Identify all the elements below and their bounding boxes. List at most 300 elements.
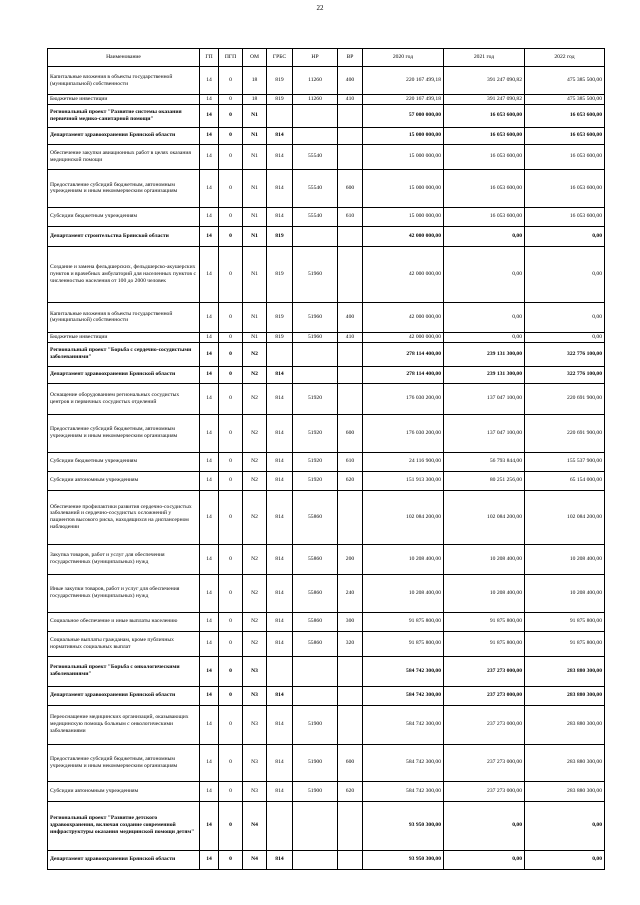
grbs-cell: 814: [267, 850, 293, 869]
amount-2020-cell: 15 000 000,00: [363, 127, 444, 144]
amount-2021-cell: 0,00: [444, 801, 525, 850]
vr-cell: 410: [338, 332, 363, 342]
amount-2020-cell: 278 114 400,00: [363, 366, 444, 383]
amount-2022-cell: 475 385 500,00: [525, 95, 605, 105]
om-cell: N2: [243, 383, 267, 414]
grbs-cell: 814: [267, 471, 293, 490]
amount-2021-cell: 237 273 000,00: [444, 686, 525, 705]
grbs-cell: 814: [267, 490, 293, 544]
nr-cell: [293, 656, 338, 686]
amount-2021-cell: 0,00: [444, 246, 525, 302]
gp-cell: 14: [200, 144, 219, 169]
nr-cell: [293, 850, 338, 869]
om-cell: N2: [243, 471, 267, 490]
name-cell: Капитальные вложения в объекты государственной (муниципальной) собственности: [48, 67, 200, 95]
table-row: [48, 332, 605, 342]
table-row: [48, 631, 605, 656]
amount-2022-cell: 155 537 900,00: [525, 452, 605, 471]
nr-cell: 55540: [293, 169, 338, 207]
vr-cell: [338, 801, 363, 850]
pgp-cell: 0: [219, 656, 243, 686]
table-row: [48, 342, 605, 366]
amount-2022-cell: 16 053 600,00: [525, 144, 605, 169]
nr-cell: 55860: [293, 612, 338, 631]
grbs-cell: 814: [267, 631, 293, 656]
amount-2020-cell: 91 875 800,00: [363, 612, 444, 631]
om-cell: N4: [243, 850, 267, 869]
pgp-cell: 0: [219, 631, 243, 656]
name-cell: Департамент здравоохранения Брянской области: [48, 686, 200, 705]
header-year-2021: 2021 год: [444, 49, 525, 67]
om-cell: N1: [243, 246, 267, 302]
nr-cell: 51900: [293, 744, 338, 781]
amount-2021-cell: 91 875 800,00: [444, 631, 525, 656]
amount-2020-cell: 151 913 300,00: [363, 471, 444, 490]
pgp-cell: 0: [219, 246, 243, 302]
amount-2021-cell: 391 247 090,82: [444, 67, 525, 95]
table-row: [48, 574, 605, 612]
name-cell: Социальные выплаты гражданам, кроме публичных нормативных социальных выплат: [48, 631, 200, 656]
header-year-2022: 2022 год: [525, 49, 605, 67]
om-cell: N1: [243, 207, 267, 226]
amount-2022-cell: 91 875 800,00: [525, 631, 605, 656]
grbs-cell: 814: [267, 744, 293, 781]
table-row: [48, 366, 605, 383]
vr-cell: [338, 342, 363, 366]
amount-2021-cell: 91 875 800,00: [444, 612, 525, 631]
table-row: [48, 781, 605, 801]
amount-2022-cell: 91 875 800,00: [525, 612, 605, 631]
amount-2022-cell: 283 880 300,00: [525, 781, 605, 801]
name-cell: Переоснащение медицинских организаций, оказывающих медицинскую помощь больным с онкологическими заболеваниями: [48, 705, 200, 744]
name-cell: Бюджетные инвестиции: [48, 95, 200, 105]
pgp-cell: 0: [219, 342, 243, 366]
gp-cell: 14: [200, 490, 219, 544]
om-cell: N2: [243, 452, 267, 471]
amount-2022-cell: 0,00: [525, 850, 605, 869]
amount-2022-cell: 322 776 100,00: [525, 342, 605, 366]
amount-2020-cell: 102 084 200,00: [363, 490, 444, 544]
amount-2022-cell: 283 880 300,00: [525, 705, 605, 744]
table-row: [48, 95, 605, 105]
gp-cell: 14: [200, 207, 219, 226]
pgp-cell: 0: [219, 544, 243, 574]
pgp-cell: 0: [219, 781, 243, 801]
gp-cell: 14: [200, 574, 219, 612]
nr-cell: 51900: [293, 705, 338, 744]
header-pgp: ПГП: [219, 49, 243, 67]
grbs-cell: 814: [267, 574, 293, 612]
name-cell: Предоставление субсидий бюджетным, автономным учреждениям и иным некоммерческим организациям: [48, 744, 200, 781]
pgp-cell: 0: [219, 207, 243, 226]
amount-2022-cell: 283 880 300,00: [525, 744, 605, 781]
vr-cell: 620: [338, 781, 363, 801]
amount-2021-cell: 16 053 600,00: [444, 169, 525, 207]
pgp-cell: 0: [219, 127, 243, 144]
amount-2021-cell: 0,00: [444, 332, 525, 342]
table-row: [48, 207, 605, 226]
amount-2020-cell: 91 875 800,00: [363, 631, 444, 656]
amount-2020-cell: 15 000 000,00: [363, 144, 444, 169]
name-cell: Региональный проект "Борьба с онкологическими заболеваниями": [48, 656, 200, 686]
grbs-cell: 819: [267, 226, 293, 246]
pgp-cell: 0: [219, 302, 243, 332]
amount-2020-cell: 176 030 200,00: [363, 414, 444, 452]
amount-2021-cell: 239 131 300,00: [444, 366, 525, 383]
grbs-cell: 819: [267, 332, 293, 342]
amount-2021-cell: 80 251 256,00: [444, 471, 525, 490]
om-cell: N1: [243, 169, 267, 207]
pgp-cell: 0: [219, 366, 243, 383]
amount-2020-cell: 278 114 400,00: [363, 342, 444, 366]
om-cell: N3: [243, 705, 267, 744]
gp-cell: 14: [200, 342, 219, 366]
vr-cell: 400: [338, 67, 363, 95]
name-cell: Департамент строительства Брянской области: [48, 226, 200, 246]
amount-2020-cell: 10 208 400,00: [363, 544, 444, 574]
vr-cell: 620: [338, 471, 363, 490]
nr-cell: 51900: [293, 781, 338, 801]
pgp-cell: 0: [219, 850, 243, 869]
om-cell: N2: [243, 414, 267, 452]
vr-cell: 300: [338, 612, 363, 631]
table-body: [48, 67, 605, 870]
vr-cell: [338, 246, 363, 302]
nr-cell: 55540: [293, 207, 338, 226]
nr-cell: [293, 342, 338, 366]
om-cell: N2: [243, 631, 267, 656]
gp-cell: 14: [200, 612, 219, 631]
vr-cell: 200: [338, 544, 363, 574]
amount-2020-cell: 584 742 300,00: [363, 705, 444, 744]
grbs-cell: 814: [267, 383, 293, 414]
name-cell: Предоставление субсидий бюджетным, автономным учреждениям и иным некоммерческим организациям: [48, 414, 200, 452]
om-cell: N3: [243, 744, 267, 781]
name-cell: Оснащение оборудованием региональных сосудистых центров и первичных сосудистых отделений: [48, 383, 200, 414]
amount-2021-cell: 239 131 300,00: [444, 342, 525, 366]
vr-cell: [338, 686, 363, 705]
amount-2021-cell: 0,00: [444, 302, 525, 332]
amount-2022-cell: 16 053 600,00: [525, 207, 605, 226]
vr-cell: [338, 226, 363, 246]
grbs-cell: 814: [267, 207, 293, 226]
nr-cell: 55860: [293, 631, 338, 656]
amount-2020-cell: 220 167 499,18: [363, 67, 444, 95]
pgp-cell: 0: [219, 744, 243, 781]
nr-cell: 55860: [293, 544, 338, 574]
om-cell: 18: [243, 67, 267, 95]
gp-cell: 14: [200, 414, 219, 452]
nr-cell: 51920: [293, 414, 338, 452]
table-row: [48, 656, 605, 686]
gp-cell: 14: [200, 631, 219, 656]
name-cell: Капитальные вложения в объекты государственной (муниципальной) собственности: [48, 302, 200, 332]
grbs-cell: 819: [267, 246, 293, 302]
grbs-cell: 814: [267, 366, 293, 383]
om-cell: N2: [243, 342, 267, 366]
vr-cell: [338, 705, 363, 744]
name-cell: Создание и замена фельдшерских, фельдшерско-акушерских пунктов и врачебных амбулаторий для населенных пунктов с численностью населения от 100 до 2000 человек: [48, 246, 200, 302]
om-cell: N1: [243, 302, 267, 332]
nr-cell: 51960: [293, 302, 338, 332]
amount-2021-cell: 0,00: [444, 850, 525, 869]
vr-cell: [338, 850, 363, 869]
header-vr: ВР: [338, 49, 363, 67]
table-row: [48, 801, 605, 850]
amount-2021-cell: 16 053 600,00: [444, 104, 525, 127]
grbs-cell: 814: [267, 705, 293, 744]
amount-2020-cell: 584 742 300,00: [363, 656, 444, 686]
om-cell: N2: [243, 612, 267, 631]
grbs-cell: [267, 342, 293, 366]
amount-2021-cell: 16 053 600,00: [444, 207, 525, 226]
vr-cell: [338, 366, 363, 383]
header-name: Наименование: [48, 49, 200, 67]
pgp-cell: 0: [219, 144, 243, 169]
pgp-cell: 0: [219, 705, 243, 744]
gp-cell: 14: [200, 850, 219, 869]
amount-2022-cell: 16 053 600,00: [525, 169, 605, 207]
grbs-cell: 814: [267, 686, 293, 705]
grbs-cell: 814: [267, 452, 293, 471]
gp-cell: 14: [200, 705, 219, 744]
om-cell: N1: [243, 127, 267, 144]
amount-2022-cell: 475 385 500,00: [525, 67, 605, 95]
name-cell: Иные закупки товаров, работ и услуг для обеспечения государственных (муниципальных) нужд: [48, 574, 200, 612]
amount-2020-cell: 57 000 000,00: [363, 104, 444, 127]
vr-cell: 240: [338, 574, 363, 612]
vr-cell: 410: [338, 95, 363, 105]
table-row: [48, 302, 605, 332]
om-cell: N2: [243, 490, 267, 544]
table-row: [48, 414, 605, 452]
table-row: [48, 67, 605, 95]
amount-2020-cell: 93 950 300,00: [363, 850, 444, 869]
table-row: [48, 744, 605, 781]
table-row: [48, 544, 605, 574]
amount-2020-cell: 93 950 300,00: [363, 801, 444, 850]
table-row: [48, 452, 605, 471]
vr-cell: [338, 383, 363, 414]
om-cell: N1: [243, 104, 267, 127]
amount-2020-cell: 584 742 300,00: [363, 744, 444, 781]
amount-2021-cell: 237 273 000,00: [444, 744, 525, 781]
om-cell: N4: [243, 801, 267, 850]
amount-2022-cell: 220 691 900,00: [525, 383, 605, 414]
table-row: [48, 705, 605, 744]
pgp-cell: 0: [219, 104, 243, 127]
nr-cell: [293, 127, 338, 144]
pgp-cell: 0: [219, 414, 243, 452]
gp-cell: 14: [200, 169, 219, 207]
vr-cell: 400: [338, 302, 363, 332]
name-cell: Обеспечение профилактики развития сердечно-сосудистых заболеваний и сердечно-сосудистых осложнений у пациентов высокого риска, находящихся на диспансерном наблюдении: [48, 490, 200, 544]
gp-cell: 14: [200, 246, 219, 302]
amount-2021-cell: 391 247 090,82: [444, 95, 525, 105]
om-cell: 18: [243, 95, 267, 105]
vr-cell: 610: [338, 207, 363, 226]
amount-2022-cell: 0,00: [525, 801, 605, 850]
grbs-cell: 814: [267, 169, 293, 207]
amount-2022-cell: 0,00: [525, 332, 605, 342]
amount-2021-cell: 56 793 844,00: [444, 452, 525, 471]
header-om: ОМ: [243, 49, 267, 67]
table-row: [48, 471, 605, 490]
amount-2021-cell: 237 273 000,00: [444, 781, 525, 801]
nr-cell: 51920: [293, 383, 338, 414]
table-row: [48, 850, 605, 869]
name-cell: Департамент здравоохранения Брянской области: [48, 127, 200, 144]
vr-cell: [338, 490, 363, 544]
gp-cell: 14: [200, 67, 219, 95]
gp-cell: 14: [200, 226, 219, 246]
amount-2020-cell: 10 208 400,00: [363, 574, 444, 612]
pgp-cell: 0: [219, 169, 243, 207]
pgp-cell: 0: [219, 332, 243, 342]
table-row: [48, 127, 605, 144]
pgp-cell: 0: [219, 383, 243, 414]
gp-cell: 14: [200, 744, 219, 781]
table-row: [48, 144, 605, 169]
name-cell: Департамент здравоохранения Брянской области: [48, 850, 200, 869]
amount-2020-cell: 24 116 900,00: [363, 452, 444, 471]
pgp-cell: 0: [219, 801, 243, 850]
nr-cell: 51960: [293, 332, 338, 342]
gp-cell: 14: [200, 383, 219, 414]
amount-2021-cell: 10 208 400,00: [444, 574, 525, 612]
grbs-cell: 814: [267, 781, 293, 801]
vr-cell: 320: [338, 631, 363, 656]
nr-cell: 51920: [293, 471, 338, 490]
grbs-cell: [267, 656, 293, 686]
gp-cell: 14: [200, 801, 219, 850]
name-cell: Субсидии автономным учреждениям: [48, 781, 200, 801]
table-row: [48, 686, 605, 705]
grbs-cell: 814: [267, 127, 293, 144]
gp-cell: 14: [200, 656, 219, 686]
vr-cell: 600: [338, 414, 363, 452]
nr-cell: 55540: [293, 144, 338, 169]
amount-2022-cell: 322 776 100,00: [525, 366, 605, 383]
om-cell: N3: [243, 781, 267, 801]
nr-cell: [293, 686, 338, 705]
name-cell: Социальное обеспечение и иные выплаты населению: [48, 612, 200, 631]
vr-cell: 600: [338, 744, 363, 781]
amount-2022-cell: 16 053 600,00: [525, 127, 605, 144]
table-row: [48, 490, 605, 544]
grbs-cell: 814: [267, 144, 293, 169]
header-row: [48, 49, 605, 67]
amount-2022-cell: 283 880 300,00: [525, 656, 605, 686]
pgp-cell: 0: [219, 471, 243, 490]
amount-2020-cell: 15 000 000,00: [363, 169, 444, 207]
budget-table: [47, 48, 605, 870]
amount-2020-cell: 176 030 200,00: [363, 383, 444, 414]
amount-2021-cell: 237 273 000,00: [444, 656, 525, 686]
pgp-cell: 0: [219, 67, 243, 95]
pgp-cell: 0: [219, 452, 243, 471]
name-cell: Региональный проект "Борьба с сердечно-сосудистыми заболеваниями": [48, 342, 200, 366]
name-cell: Предоставление субсидий бюджетным, автономным учреждениям и иным некоммерческим организациям: [48, 169, 200, 207]
table-row: [48, 169, 605, 207]
nr-cell: 55860: [293, 574, 338, 612]
amount-2021-cell: 237 273 000,00: [444, 705, 525, 744]
pgp-cell: 0: [219, 686, 243, 705]
nr-cell: [293, 226, 338, 246]
pgp-cell: 0: [219, 574, 243, 612]
vr-cell: [338, 656, 363, 686]
vr-cell: [338, 104, 363, 127]
om-cell: N2: [243, 574, 267, 612]
amount-2021-cell: 0,00: [444, 226, 525, 246]
amount-2022-cell: 10 208 400,00: [525, 574, 605, 612]
grbs-cell: 814: [267, 414, 293, 452]
nr-cell: [293, 801, 338, 850]
amount-2021-cell: 137 047 100,00: [444, 414, 525, 452]
nr-cell: 11260: [293, 67, 338, 95]
amount-2022-cell: 0,00: [525, 302, 605, 332]
table-row: [48, 612, 605, 631]
name-cell: Закупка товаров, работ и услуг для обеспечения государственных (муниципальных) нужд: [48, 544, 200, 574]
gp-cell: 14: [200, 686, 219, 705]
amount-2021-cell: 102 084 200,00: [444, 490, 525, 544]
pgp-cell: 0: [219, 226, 243, 246]
header-year-2020: 2020 год: [363, 49, 444, 67]
name-cell: Субсидии бюджетным учреждениям: [48, 207, 200, 226]
amount-2022-cell: 10 208 400,00: [525, 544, 605, 574]
grbs-cell: 819: [267, 302, 293, 332]
amount-2022-cell: 0,00: [525, 226, 605, 246]
amount-2020-cell: 42 000 000,00: [363, 226, 444, 246]
gp-cell: 14: [200, 127, 219, 144]
gp-cell: 14: [200, 471, 219, 490]
table-row: [48, 104, 605, 127]
table-row: [48, 246, 605, 302]
name-cell: Региональный проект "Развитие системы оказания первичной медико-санитарной помощи": [48, 104, 200, 127]
page-number: 22: [316, 4, 324, 12]
amount-2020-cell: 220 167 499,18: [363, 95, 444, 105]
amount-2020-cell: 584 742 300,00: [363, 686, 444, 705]
amount-2020-cell: 42 000 000,00: [363, 302, 444, 332]
amount-2020-cell: 15 000 000,00: [363, 207, 444, 226]
grbs-cell: [267, 801, 293, 850]
amount-2020-cell: 42 000 000,00: [363, 332, 444, 342]
amount-2022-cell: 16 053 600,00: [525, 104, 605, 127]
name-cell: Департамент здравоохранения Брянской области: [48, 366, 200, 383]
nr-cell: 11260: [293, 95, 338, 105]
nr-cell: [293, 104, 338, 127]
grbs-cell: 814: [267, 544, 293, 574]
nr-cell: [293, 366, 338, 383]
amount-2020-cell: 584 742 300,00: [363, 781, 444, 801]
gp-cell: 14: [200, 332, 219, 342]
pgp-cell: 0: [219, 95, 243, 105]
amount-2021-cell: 16 053 600,00: [444, 144, 525, 169]
amount-2022-cell: 65 154 000,00: [525, 471, 605, 490]
amount-2022-cell: 220 691 900,00: [525, 414, 605, 452]
amount-2022-cell: 102 084 200,00: [525, 490, 605, 544]
grbs-cell: [267, 104, 293, 127]
nr-cell: 51920: [293, 452, 338, 471]
grbs-cell: 819: [267, 67, 293, 95]
vr-cell: [338, 127, 363, 144]
name-cell: Региональный проект "Развитие детского здравоохранения, включая создание современной инфраструктуры оказания медицинской помощи детям": [48, 801, 200, 850]
gp-cell: 14: [200, 544, 219, 574]
name-cell: Субсидии бюджетным учреждениям: [48, 452, 200, 471]
name-cell: Субсидии автономным учреждениям: [48, 471, 200, 490]
amount-2021-cell: 16 053 600,00: [444, 127, 525, 144]
om-cell: N3: [243, 686, 267, 705]
